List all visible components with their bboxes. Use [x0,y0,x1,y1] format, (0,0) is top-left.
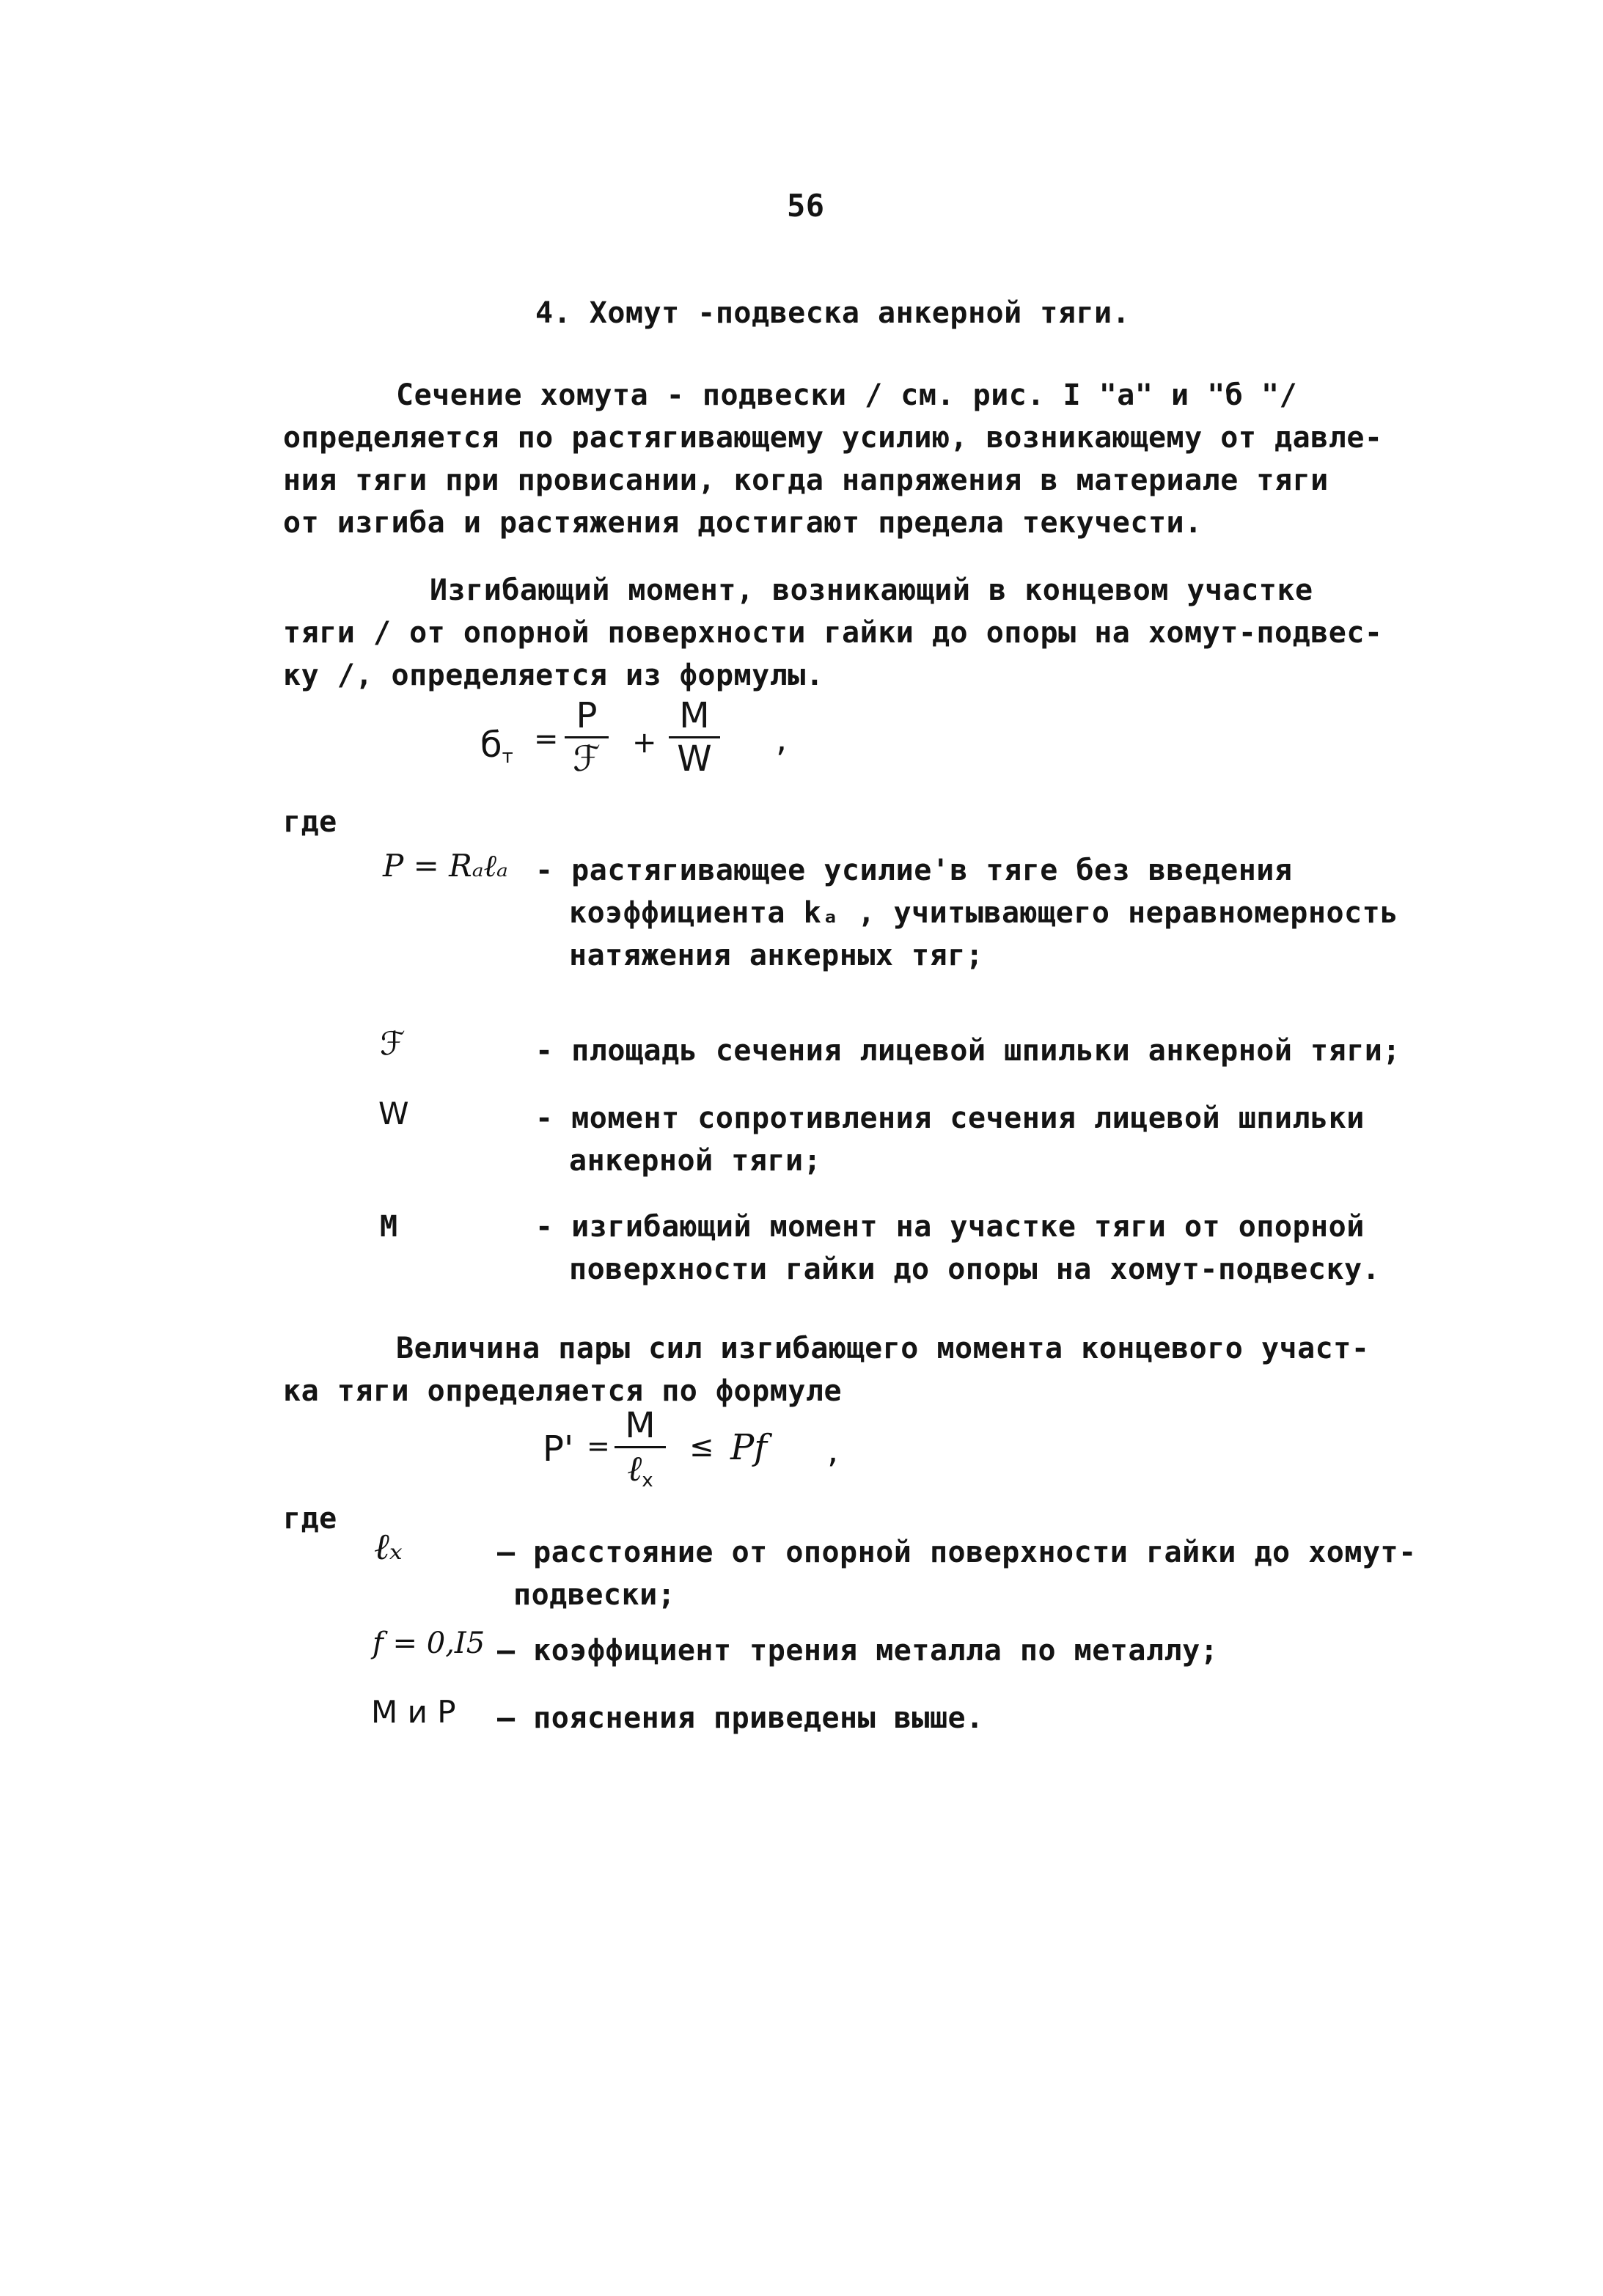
paragraph-line: Сечение хомута - подвески / см. рис. I "а" и "б "/ [396,378,1298,412]
definition-text: - растягивающее усилие'в тяге без введения [535,854,1293,887]
denominator: ℱ [573,738,601,780]
formula-lhs: $б_т$ [480,725,513,768]
definition-text: – коэффициент трения металла по металлу; [497,1634,1219,1668]
formula-lhs: P' [543,1428,574,1470]
definition-text: подвески; [513,1578,676,1612]
definition-text: - площадь сечения лицевой шпильки анкерной тяги; [535,1034,1401,1068]
denominator: W [677,738,712,780]
formula-less-equal: ≤ [689,1430,714,1464]
definition-symbol: f = 0,I5 [373,1626,485,1660]
paragraph-line: ку /, определяется из формулы. [283,659,824,692]
formula-comma: , [776,719,788,760]
paragraph-line: Величина пары сил изгибающего момента концевого участ- [396,1332,1370,1365]
definition-text: натяжения анкерных тяг; [569,939,984,972]
fraction-m-over-w [669,697,720,778]
where-label: где [283,805,337,839]
definition-symbol: P = Rₐℓₐ [383,848,508,884]
numerator: M [625,1405,656,1446]
formula-plus: + [632,726,657,760]
paragraph-line: от изгиба и растяжения достигают предела текучести. [283,506,1203,540]
definition-text: - момент сопротивления сечения лицевой шпильки [535,1101,1365,1135]
denominator: ℓ$_x$ [627,1448,653,1492]
where-label: где [283,1502,337,1536]
fraction-m-over-lx [615,1406,666,1500]
definition-symbol: ℓₓ [374,1525,403,1568]
paragraph-line: Изгибающий момент, возникающий в концевом участке [430,573,1313,607]
definition-symbol: M [380,1210,398,1244]
formula-equals: = [534,722,559,756]
definition-text: - изгибающий момент на участке тяги от опорной [535,1210,1365,1244]
numerator: P [576,695,598,736]
numerator: M [679,695,710,736]
definition-text: – пояснения приведены выше. [497,1701,984,1735]
formula-rhs: Pf [730,1427,768,1468]
formula-comma: , [827,1430,839,1471]
paragraph-line: определяется по растягивающему усилию, возникающему от давле- [283,421,1383,455]
definition-text: коэффициента kₐ , учитывающего неравномерность [569,896,1398,930]
paragraph-line: ния тяги при провисании, когда напряжения в материале тяги [283,463,1329,497]
paragraph-line: ка тяги определяется по формуле [283,1374,843,1408]
definition-symbol: ℱ [380,1025,406,1063]
fraction-p-over-f [565,697,609,778]
formula-equals: = [587,1430,610,1462]
page-number: 56 [787,188,825,224]
definition-text: поверхности гайки до опоры на хомут-подвеску. [569,1252,1381,1286]
definition-text: – расстояние от опорной поверхности гайки до хомут- [497,1536,1417,1569]
definition-symbol: M и P [371,1694,456,1730]
section-title: 4. Хомут -подвеска анкерной тяги. [535,296,1131,330]
definition-symbol: W [378,1096,409,1132]
definition-text: анкерной тяги; [569,1144,822,1178]
paragraph-line: тяги / от опорной поверхности гайки до опоры на хомут-подвес- [283,616,1383,650]
